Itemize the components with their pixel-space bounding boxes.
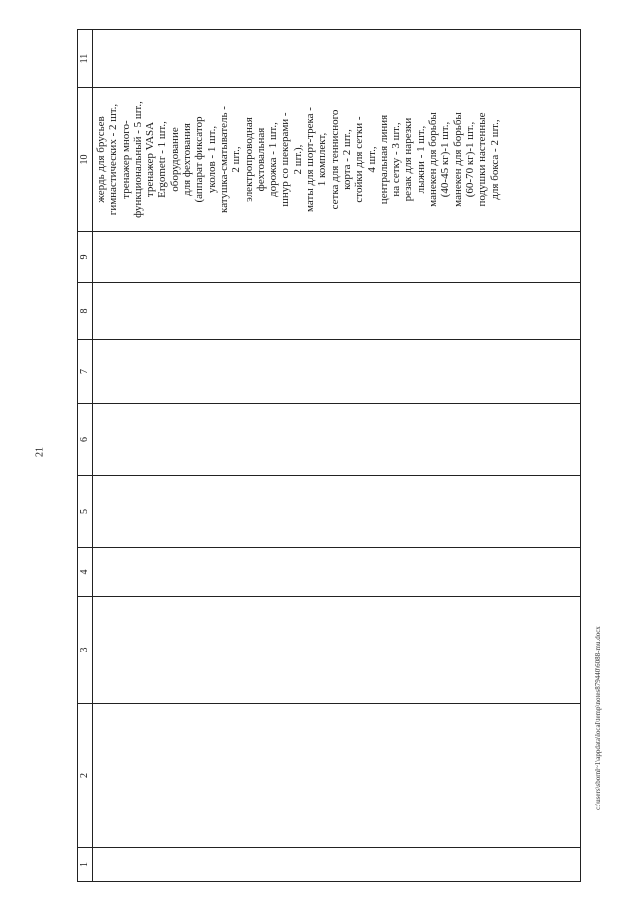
table-cell-col-7	[93, 340, 581, 404]
table-cell-col-8	[93, 283, 581, 340]
column-number-2: 2	[78, 704, 93, 848]
equipment-line: оборудование	[168, 127, 181, 192]
equipment-line: жердь для брусьев	[95, 116, 107, 203]
column-number-row	[78, 30, 93, 882]
equipment-line: Ergometr - 1 шт.,	[156, 121, 169, 198]
table-cell-col-3	[93, 597, 581, 704]
equipment-line: функциональный - 5 шт.,	[131, 101, 144, 218]
table-row	[93, 30, 581, 882]
equipment-line: 4 шт.,	[365, 146, 378, 173]
column-number-6: 6	[78, 404, 93, 476]
equipment-line: для бокса - 2 шт.,	[488, 119, 501, 200]
equipment-line: (40-45 кг)-1 шт.,	[439, 121, 452, 198]
equipment-line: тренажер VASA	[144, 121, 157, 198]
equipment-line: уколов - 1 шт.,	[205, 125, 218, 194]
table-cell-col-2	[93, 704, 581, 848]
table-cell-col-4	[93, 548, 581, 597]
equipment-line: гимнастических - 2 шт.,	[107, 103, 120, 216]
equipment-table	[77, 29, 581, 882]
column-number-5: 5	[78, 476, 93, 548]
equipment-line: резак для нарезки	[402, 117, 415, 202]
equipment-line: маты для шорт-трека -	[304, 107, 317, 212]
equipment-line: 1 комплект,	[316, 132, 329, 187]
column-number-8: 8	[78, 283, 93, 340]
equipment-line: 2 шт.),	[291, 144, 304, 175]
file-path-footer: c:\users\sbornl~1\appdata\local\temp\notes879440\6088-mu.docx	[594, 626, 602, 810]
equipment-line: на сетку - 3 шт.,	[390, 122, 403, 197]
equipment-line: стойки для сетки -	[353, 116, 366, 203]
table-cell-col-10	[93, 88, 581, 232]
column-number-1: 1	[78, 848, 93, 882]
equipment-line: для фехтования	[181, 123, 194, 196]
equipment-line: шнур со шекерами -	[279, 112, 292, 207]
table-cell-col-9	[93, 232, 581, 283]
table-container	[77, 30, 581, 882]
equipment-line: (60-70 кг)-1 шт.,	[463, 121, 476, 198]
column-number-10: 10	[78, 88, 93, 232]
column-number-3: 3	[78, 597, 93, 704]
equipment-line: фехтовальная	[254, 127, 267, 192]
equipment-line: катушка-сматыватель -	[217, 106, 230, 213]
equipment-line: подушки настенные	[476, 112, 489, 207]
column-number-9: 9	[78, 232, 93, 283]
table-cell-col-6	[93, 404, 581, 476]
equipment-line: электропроводная	[242, 117, 255, 202]
column-number-7: 7	[78, 340, 93, 404]
table-cell-col-1	[93, 848, 581, 882]
equipment-line: дорожка - 1 шт.,	[267, 122, 280, 197]
equipment-line: манекен для борьбы	[451, 112, 464, 207]
equipment-line: корта - 2 шт.,	[340, 129, 353, 190]
equipment-line: тренажер много-	[119, 120, 132, 199]
equipment-line: лыжни - 1 шт.,	[414, 125, 427, 194]
equipment-line: центральная линия	[377, 114, 390, 205]
equipment-line: сетка для теннисного	[328, 109, 341, 210]
equipment-line: 2 шт.,	[230, 146, 243, 173]
table-cell-col-5	[93, 476, 581, 548]
table-cell-col-11	[93, 30, 581, 88]
column-number-4: 4	[78, 548, 93, 597]
equipment-line: манекен для борьбы	[427, 112, 440, 207]
page-number: 21	[34, 447, 46, 457]
column-number-11: 11	[78, 30, 93, 88]
equipment-line: (аппарат фиксатор	[193, 116, 206, 203]
equipment-list	[93, 88, 501, 231]
